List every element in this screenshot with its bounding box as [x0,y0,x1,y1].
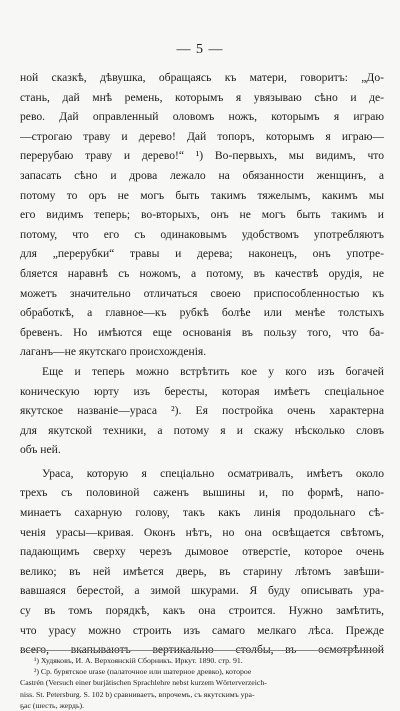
text-line: для „перерубки“ травы и дерева; наконецъ, онъ употре- [20,247,384,261]
footnote-line: niss. St. Petersburg. S. 102 b) сравниваетъ, впрочемъ, съ якутскимъ ура- [20,689,255,699]
page-number: — 5 — [176,42,224,57]
text-line: потому, что его съ одинаковымъ удобствомъ употребляютъ [20,227,384,241]
text-line: велико; въ ней имѣется дверь, въ старину лѣтомъ завѣши- [20,564,384,578]
text-line: су въ томъ порядкѣ, какъ она строится. Нужно замѣтить, [20,604,384,618]
text-line: перерубаю траву и дерево!“ ¹) Во-первыхъ, мы видимъ, что [20,149,384,163]
footnotes [20,650,384,711]
text-line: рево. Дай оправленный оловомъ ножъ, которымъ я играю [20,110,384,124]
paragraph-1 [20,68,384,362]
text-line: потому то оръ не могъ быть такимъ тяжелымъ, какимъ мы [20,188,384,202]
text-line: коническую юрту изъ бересты, которая имѣетъ спеціальное [20,384,384,398]
text-line: лаганъ—не якутскаго происхожденія. [20,345,207,359]
text-line: объ ней. [20,443,61,457]
paragraph-3 [20,464,384,660]
text-line: ченія урасы—кривая. Оконъ нѣтъ, но она освѣщается свѣтомъ, [20,525,384,539]
footnote-line: Castrén (Versuch einer burjätischen Sprachlehre nebst kurzem Wörterverzeich- [20,678,267,688]
footnote-line: ¹) Худяковъ, И. А. Верхоянскій Сборникъ. Иркут. 1890. стр. 91. [34,656,243,665]
text-line: бревенъ. Но имѣются еще основанія въ пользу того, что ба- [20,325,384,339]
text-line: обработкѣ, а главное—къ рубкѣ болѣе или менѣе толстыхъ [20,306,384,320]
text-line: Ураса, которую я спеціально осматривалъ, имѣетъ около [42,466,384,480]
text-line: Еще и теперь можно встрѣтить кое у кого изъ богачей [42,364,384,378]
footnote-line: ²) Ср. бурятское urase (палаточное или шатерное древко), которое [34,667,252,677]
text-line: якутское названіе—ураса ²). Ея постройка очень характерна [20,404,384,418]
body-text [20,68,384,660]
footnote-line: ҕас (шесть, жердь). [20,700,85,710]
text-line: бляется наравнѣ съ ножомъ, а потому, въ качествѣ орудія, не [20,266,384,280]
paragraph-2 [20,362,384,460]
text-line: вавшаяся берестой, а зимой шкурами. Я буду описывать ура- [20,584,384,598]
text-line: его видимъ теперь; во-вторыхъ, онъ не могъ быть такимъ и [20,208,384,222]
text-line: запасать сѣно и дрова лежало на обязанности женщинъ, а [20,168,384,182]
text-line: ной сказкѣ, дѣвушка, обращаясь къ матери, говоритъ: „До- [20,71,384,84]
text-line: —строгаю траву и дерево! Дай топоръ, которымъ я играю— [20,129,384,143]
text-line: для якутской техники, а потому я и скажу нѣсколько словъ [20,423,384,437]
text-line: что урасу можно строить изъ самаго мелкаго лѣса. Прежде [20,623,384,637]
text-line: всего, вкапываютъ вертикально столбы,—въ осмотрѣнной [20,643,384,657]
text-line: минаетъ сахарную голову, такъ какъ линія продольнаго сѣ- [20,506,384,520]
text-line: можетъ значительно отличаться своею приспособленностью къ [20,286,384,300]
text-line: падающимъ сверху черезъ дымовое отверстіе, которое очень [20,545,384,559]
text-line: стань, дай мнѣ ремень, которымъ я увязываю сѣно и де- [20,90,384,104]
text-line: трехъ съ половиной саженъ вышины и, по формѣ, напо- [20,486,384,500]
